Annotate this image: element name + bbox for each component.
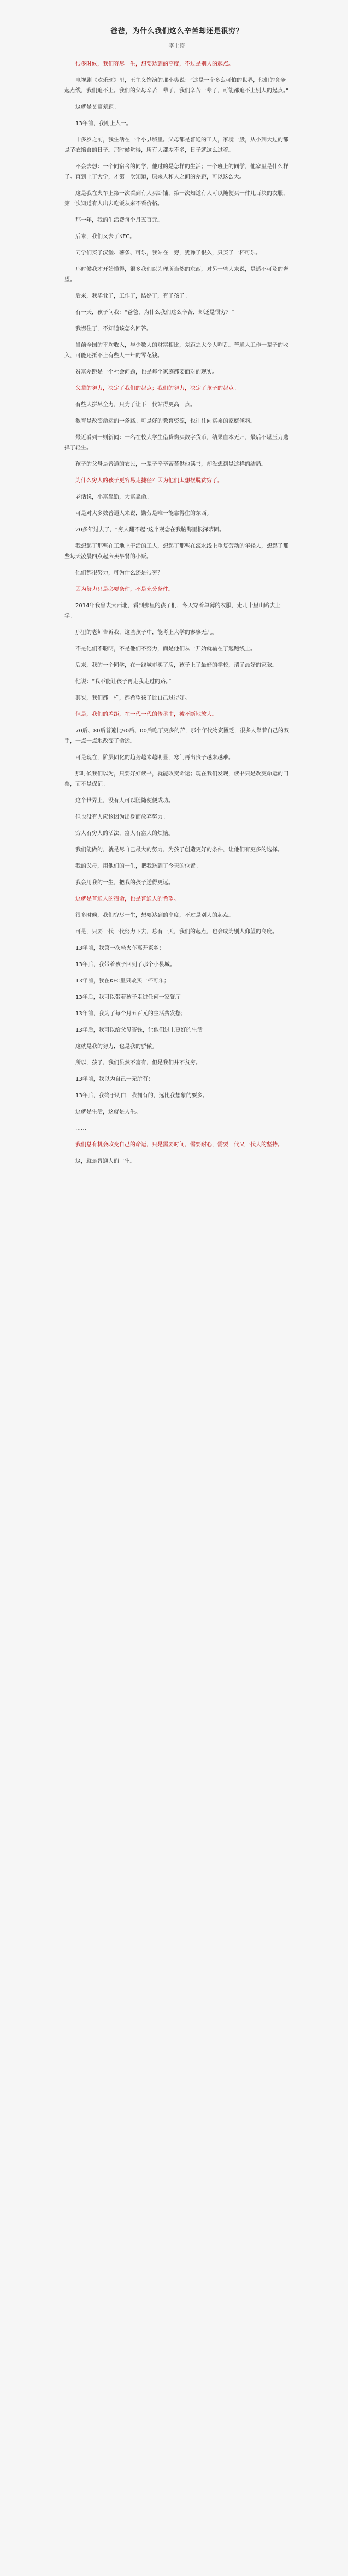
article-paragraph: 13年后，我带着孩子回到了那个小县城。 [75,962,175,968]
article-paragraph: 那时候我们以为，只要好好读书，就能改变命运；现在我们发现，读书只是改变命运的门票，而不是保证。 [64,771,288,787]
article-paragraph: 这是我在火车上第一次看到有人买卧铺，第一次知道有人可以随便买一件几百块的衣服，第一次知道有人出去吃饭从来不看价格。 [64,191,288,207]
article-paragraph: 我想起了那些在工地上干活的工人，想起了那些在流水线上重复劳动的年轻人，想起了那些每天凌晨四点起床卖早餐的小贩。 [64,543,288,560]
article-paragraph: 孩子的父母是普通的农民，一辈子辛辛苦苦供他读书，却没想到是这样的结局。 [75,461,267,467]
article-paragraph: 十多岁之前，我生活在一个小县城里。父母都是普通的工人，家境一般，从小到大过的都是节衣缩食的日子。那时候觉得，所有人都差不多，日子就这么过着。 [64,137,288,153]
article-paragraph: 这个世界上，没有人可以随随便便成功。 [75,798,174,804]
article-paragraph: 为什么穷人的孩子更容易走捷径？因为他们太想摆脱贫穷了。 [75,478,223,484]
article-paragraph: 这就是普通人的宿命，也是普通人的希望。 [75,896,179,902]
article-paragraph: 13年前，我刚上大一。 [75,121,132,127]
article-paragraph: 13年前，我为了每个月五百元的生活费发愁； [75,1011,186,1017]
article-paragraph: 他说：“我不能让孩子再走我走过的路。” [75,679,172,685]
article-paragraph: 可是现在，阶层固化的趋势越来越明显，寒门再出贵子越来越难。 [75,755,234,761]
article-paragraph: 这就是贫富差距。 [75,104,119,110]
article-paragraph: 电视剧《欢乐颂》里，王主义饰演的那小樊说：“这是一个多么可怕的世界，他们的竞争起点线，我们追不上。我们的父母辛苦一辈子，我们辛苦一辈子，可能都追不上别人的起点。” [64,78,289,94]
article-paragraph: 13年前，我第一次坐火车离开家乡； [75,945,164,951]
article-paragraph: 因为努力只是必要条件，不是充分条件。 [75,587,174,593]
article-paragraph: 不是他们不聪明，不是他们不努力，而是他们从一开始就输在了起跑线上。 [75,646,256,652]
article-paragraph: 那一年，我的生活费每个月五百元。 [75,217,163,223]
article-paragraph: 他们都很努力，可为什么还是很穷？ [75,570,163,576]
article-paragraph: 这，就是普通人的一生。 [75,1158,135,1164]
article-paragraph: 我会用我的一生，把我的孩子送得更远。 [75,880,174,886]
article-title: 爸爸，为什么我们这么辛苦却还是很穷？ [110,27,243,35]
article-paragraph: 20多年过去了，“穷人翻不起”这个观念在我脑海里根深蒂固。 [75,527,225,533]
article-paragraph: 2014年我曾去大西北，看到那里的孩子们，冬天穿着单薄的衣服，走几十里山路去上学。 [64,603,281,619]
article-paragraph: 那时候我才开始懂得，很多我们以为理所当然的东西，对另一些人来说，是遥不可及的奢望。 [64,267,288,283]
article-paragraph: 穷人有穷人的活法，富人有富人的烦恼。 [75,831,174,837]
article-paragraph: …… [75,1126,86,1132]
article-paragraph: 我们能做的，就是尽自己最大的努力，为孩子创造更好的条件，让他们有更多的选择。 [75,847,283,853]
article-paragraph: 70后、80后普遍比90后、00后吃了更多的苦，那个年代物资匮乏，很多人靠着自己的双手，一点一点地改变了命运。 [64,728,289,744]
article-paragraph: 13年后，我可以给父母寄钱，让他们过上更好的生活。 [75,1027,208,1033]
article-paragraph: 可是对大多数普通人来说，勤劳是唯一能靠得住的东西。 [75,511,212,517]
article-paragraph: 那里的老师告诉我，这些孩子中，能考上大学的寥寥无几。 [75,630,217,636]
article-paragraph: 其实，我们都一样，都希望孩子比自己过得好。 [75,695,190,701]
article-paragraph: 13年前，我以为自己一无所有； [75,1076,154,1082]
article-paragraph: 有一天，孩子问我：“爸爸，为什么我们这么辛苦，却还是很穷？” [75,310,234,316]
article-paragraph: 我愣住了，不知道该怎么回答。 [75,326,152,332]
article-paragraph: 但也没有人应该因为出身而放弃努力。 [75,814,168,820]
article-paragraph: 当前全国的平均收入，与少数人的财富相比，差距之大令人咋舌。普通人工作一辈子的收入，可能还抵不上有些人一年的零花钱。 [64,342,288,359]
article-paragraph: 后来，我毕业了，工作了，结婚了，有了孩子。 [75,293,190,299]
article-paragraph: 贫富差距是一个社会问题，也是每个家庭都要面对的现实。 [75,369,217,375]
article-paragraph: 这就是我的努力，也是我的骄傲。 [75,1044,157,1050]
article-paragraph: 有些人拼尽全力，只为了让下一代站得更高一点。 [75,402,196,408]
article-paragraph: 这就是生活，这就是人生。 [75,1109,141,1115]
article-paragraph: 最近看到一则新闻：一名在校大学生借贷购买数字货币，结果血本无归，最后不堪压力选择了轻生。 [64,435,288,451]
article-paragraph: 13年后，我可以带着孩子走进任何一家餐厅。 [75,994,186,1000]
article-author: 李上涛 [168,43,185,49]
article-paragraph: 但是，我们的差距，在一代一代的传承中，被不断地放大。 [75,712,217,718]
article-paragraph: 很多时候，我们穷尽一生，想要达到的高度，不过是别人的起点。 [75,913,234,919]
article-paragraph: 可是，只要一代一代努力下去，总有一天，我们的起点，也会成为别人仰望的高度。 [75,929,278,935]
article-paragraph: 很多时候，我们穷尽一生，想要达到的高度，不过是别人的起点。 [75,61,234,67]
article-paragraph: 所以，孩子，我们虽然不富有，但是我们并不贫穷。 [75,1060,201,1066]
article-paragraph: 后来，我的一个同学，在一线城市买了房，孩子上了最好的学校，请了最好的家教。 [75,662,278,668]
article-body [64,59,289,1166]
article-paragraph: 不会去想：一个同宿舍的同学，他过的是怎样的生活；一个班上的同学，他家里是什么样子。直到上了大学，才第一次知道，原来人和人之间的差距，可以这么大。 [64,164,288,180]
article-paragraph: 教育是改变命运的一条路。可是好的教育资源，也往往向富裕的家庭倾斜。 [75,418,256,424]
article-paragraph: 后来，我们又去了KFC。 [75,234,135,240]
article-paragraph: 同学们买了汉堡、薯条、可乐，我站在一旁，犹豫了很久，只买了一杯可乐。 [75,250,261,256]
article-paragraph: 13年前，我在KFC里只敢买一杯可乐； [75,978,170,984]
article-paragraph: 父辈的努力，决定了我们的起点；我们的努力，决定了孩子的起点。 [75,386,239,392]
article-paragraph: 13年后，我终于明白，我拥有的，远比我想象的要多。 [75,1093,208,1099]
article-paragraph: 我们总有机会改变自己的命运，只是需要时间，需要耐心，需要一代又一代人的坚持。 [75,1142,283,1148]
article-paragraph: 我的父母，用他们的一生，把我送到了今天的位置。 [75,863,201,869]
article-paragraph: 老话说，小富靠勤，大富靠命。 [75,494,152,500]
